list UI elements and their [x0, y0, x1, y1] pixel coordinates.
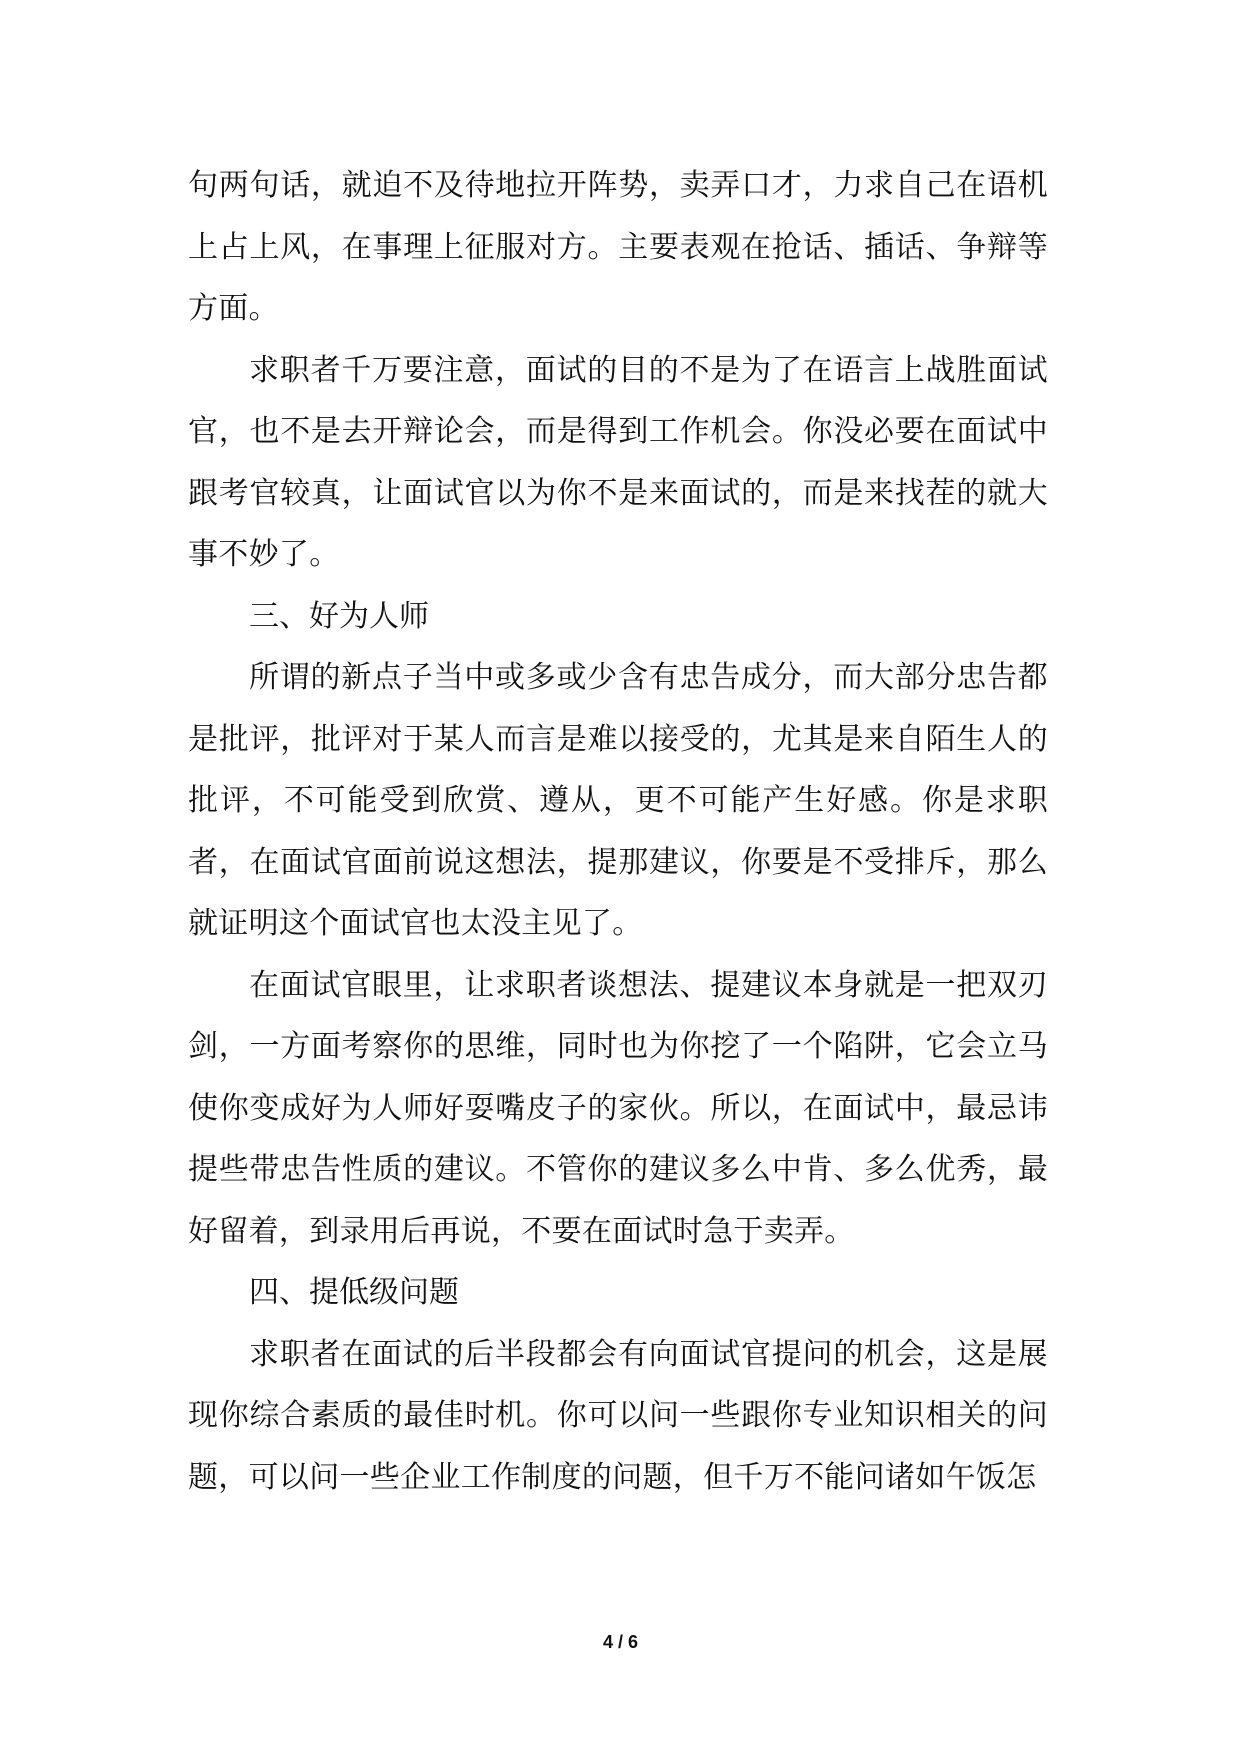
paragraph: 求职者千万要注意，面试的目的不是为了在语言上战胜面试官，也不是去开辩论会，而是得到工作机会。你没必要在面试中跟考官较真，让面试官以为你不是来面试的，而是来找茬的就大事不妙了。 — [188, 352, 1048, 572]
paragraph: 求职者在面试的后半段都会有向面试官提问的机会，这是展现你综合素质的最佳时机。你可以问一些跟你专业知识相关的问题，可以问一些企业工作制度的问题，但千万不能问诸如午饭怎 — [188, 1336, 1048, 1495]
paragraph: 所谓的新点子当中或多或少含有忠告成分，而大部分忠告都是批评，批评对于某人而言是难以接受的，尤其是来自陌生人的批评，不可能受到欣赏、遵从，更不可能产生好感。你是求职者，在面试官面前说这想法，提那建议，你要是不受排斥，那么就证明这个面试官也太没主见了。 — [188, 660, 1048, 941]
section-heading: 四、提低级问题 — [249, 1275, 459, 1310]
document-body — [188, 155, 1048, 1508]
paragraph-continuation: 句两句话，就迫不及待地拉开阵势，卖弄口才，力求自己在语机上占上风，在事理上征服对方。主要表观在抢话、插话、争辩等方面。 — [188, 168, 1048, 326]
paragraph: 在面试官眼里，让求职者谈想法、提建议本身就是一把双刃剑，一方面考察你的思维，同时也为你挖了一个陷阱，它会立马使你变成好为人师好耍嘴皮子的家伙。所以，在面试中，最忌讳提些带忠告性质的建议。不管你的建议多么中肯、多么优秀，最好留着，到录用后再说，不要在面试时急于卖弄。 — [188, 967, 1048, 1249]
section-heading: 三、好为人师 — [249, 598, 429, 634]
page-number: 4 / 6 — [602, 1632, 639, 1652]
